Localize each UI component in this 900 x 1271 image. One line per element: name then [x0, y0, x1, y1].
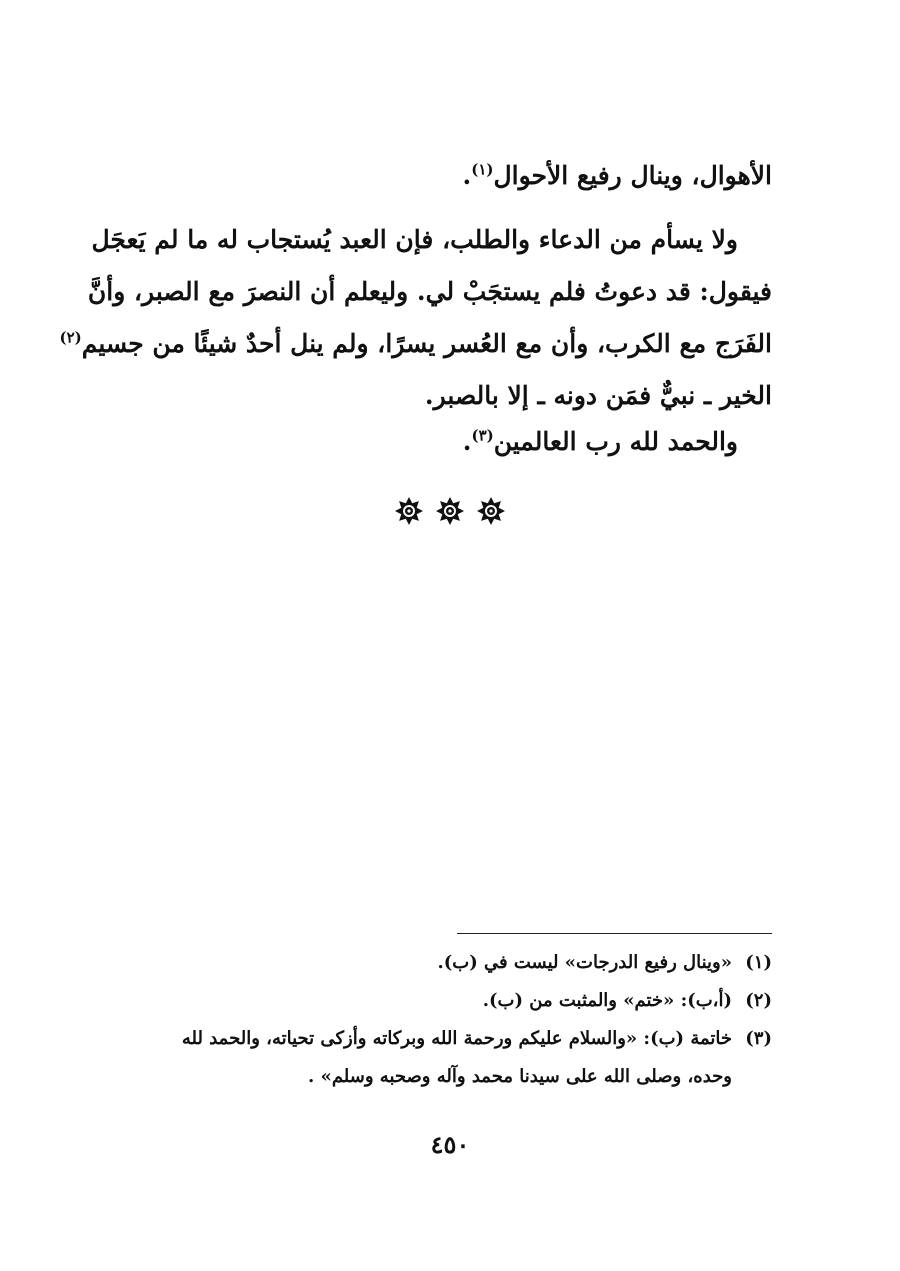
- page-number: ٤٥٠: [430, 1130, 470, 1159]
- footnote-ref: (١): [471, 160, 494, 179]
- footnote-item: [102, 1020, 772, 1058]
- footnote-number: (١): [745, 952, 772, 973]
- closing-paragraph: [132, 416, 772, 468]
- body-line: [132, 416, 772, 468]
- body-line: الخير ـ نبيٌّ فمَن دونه ـ إلا بالصبر.: [424, 381, 772, 410]
- body-line-text: الأهوال، وينال رفيع الأحوال: [493, 161, 772, 190]
- footnote-continuation: وحده، وصلى الله على سيدنا محمد وآله وصحبه وسلم» .: [308, 1066, 732, 1087]
- footnote-text: (أ،ب): «ختم» والمثبت من (ب).: [482, 990, 732, 1011]
- main-text: [132, 150, 772, 202]
- footnotes: [102, 944, 772, 1096]
- period: .: [462, 161, 472, 190]
- body-line: [59, 318, 772, 370]
- footnote-divider: [457, 933, 772, 934]
- star-ornament-icon: [476, 496, 506, 526]
- footnote-text: خاتمة (ب): «والسلام عليكم ورحمة الله وبركاته وأزكى تحياته، والحمد لله: [181, 1028, 732, 1049]
- body-line-text: الفَرَج مع الكرب، وأن مع العُسر يسرًا، ولم ينل أحدٌ شيئًا من جسيم: [81, 329, 772, 358]
- star-ornament-icon: [435, 496, 465, 526]
- body-line: [132, 150, 772, 202]
- body-line: فيقول: قد دعوتُ فلم يستجَبْ لي. وليعلم أن النصرَ مع الصبر، وأنَّ: [87, 277, 772, 306]
- footnote-text: «وينال رفيع الدرجات» ليست في (ب).: [437, 952, 732, 973]
- body-line: ولا يسأم من الدعاء والطلب، فإن العبد يُستجاب له ما لم يَعجَل: [91, 225, 738, 254]
- star-ornament-icon: [394, 496, 424, 526]
- footnote-ref: (٣): [471, 426, 494, 445]
- period: .: [462, 427, 472, 456]
- footnote-number: (٣): [745, 1028, 772, 1049]
- footnote-number: (٢): [745, 990, 772, 1011]
- footnote-ref: (٢): [59, 328, 82, 347]
- body-line-text: والحمد لله رب العالمين: [493, 427, 738, 456]
- footnote-item: [102, 982, 772, 1020]
- main-paragraph: [59, 214, 772, 422]
- section-ornaments: [0, 496, 900, 530]
- footnote-item: [102, 944, 772, 982]
